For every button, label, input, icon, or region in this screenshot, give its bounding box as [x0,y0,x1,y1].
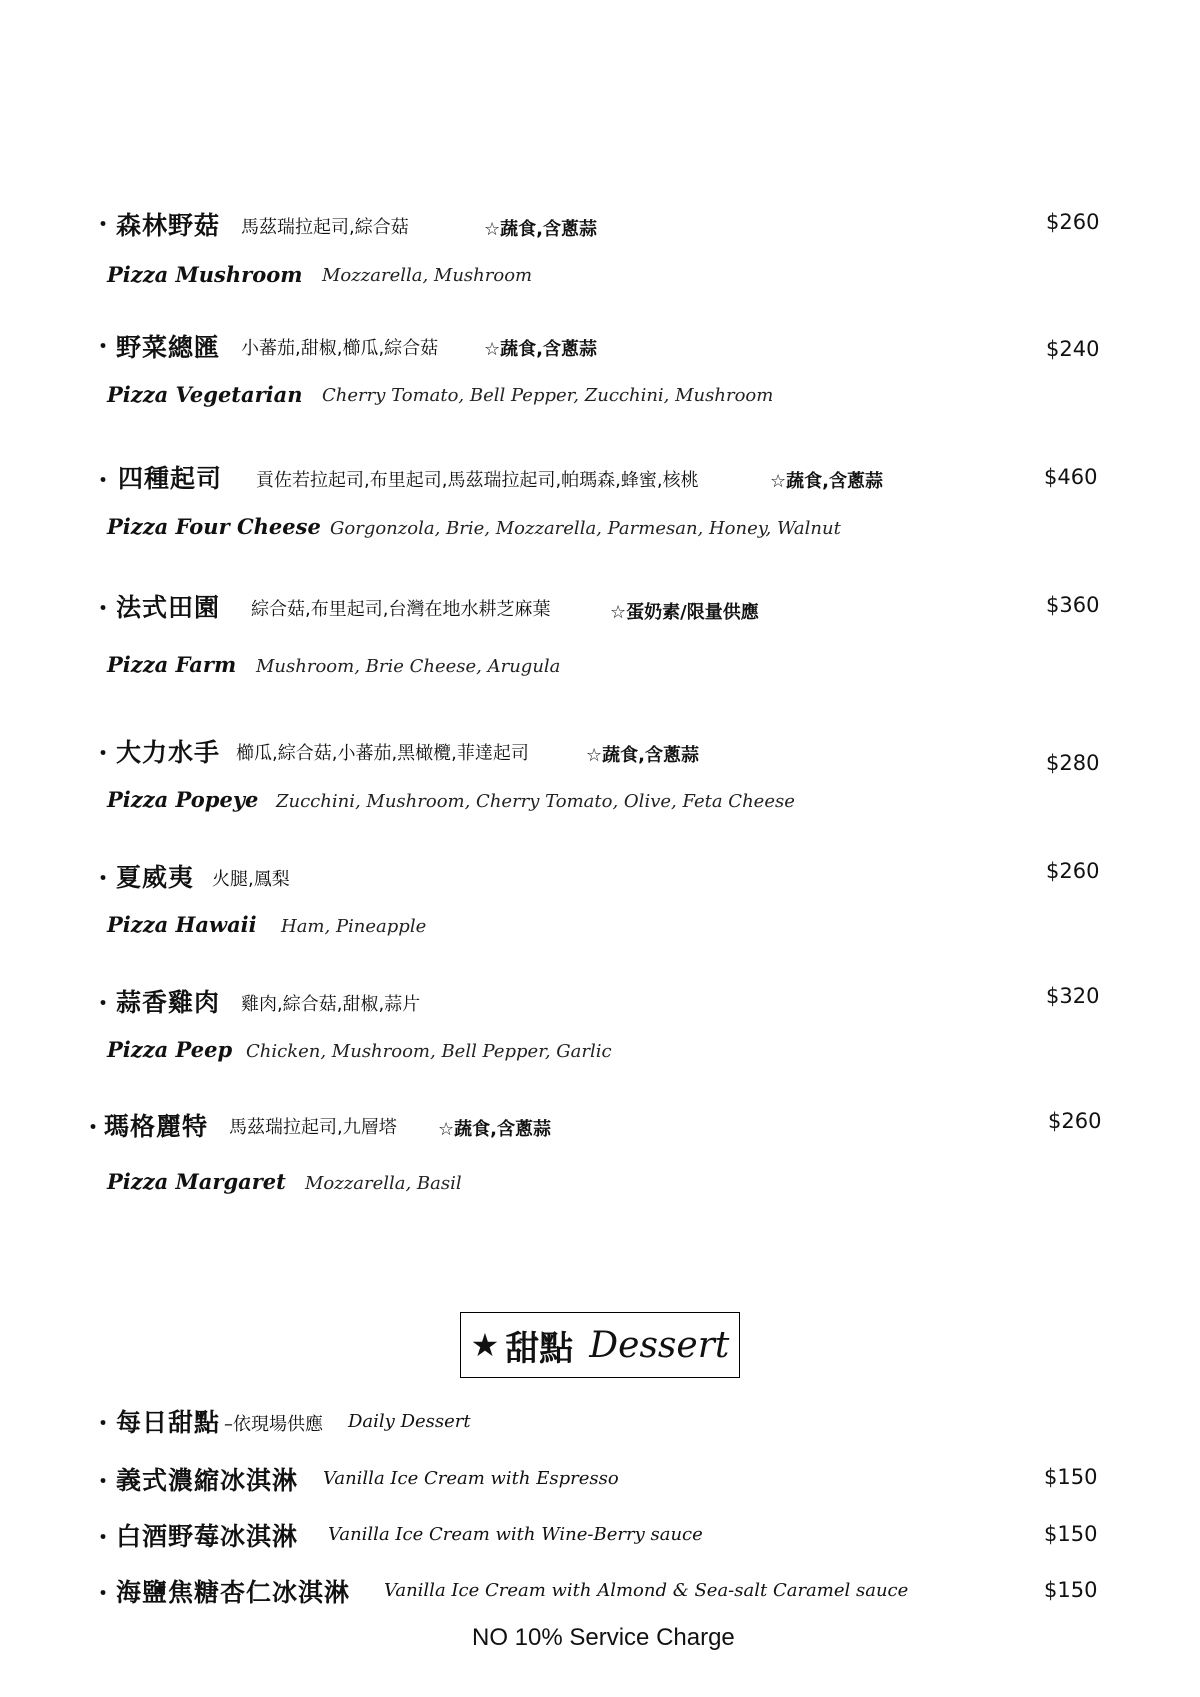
bullet: ・ [92,742,115,767]
item-ingredients-en: Zucchini, Mushroom, Cherry Tomato, Olive, Feta Cheese [276,791,795,812]
item-name-zh: 夏威夷 [116,863,195,892]
item-ingredients-en: Mozzarella, Mushroom [322,265,533,286]
dessert-name-en: Vanilla Ice Cream with Almond & Sea-salt Caramel sauce [384,1580,909,1601]
item-ingredients-zh: 馬茲瑞拉起司,九層塔 [229,1117,397,1138]
item-name-en: Pizza Popeye [107,787,259,812]
item-name-en: Pizza Four Cheese [107,514,321,539]
bullet: ・ [92,1526,115,1551]
item-name-en: Pizza Peep [107,1037,233,1062]
item-tag: ☆蔬食,含蔥蒜 [770,471,883,492]
dessert-price: $150 [1044,1578,1098,1602]
bullet: ・ [92,1582,115,1607]
item-ingredients-en: Mushroom, Brie Cheese, Arugula [256,656,561,677]
dessert-name-en: Daily Dessert [348,1411,471,1432]
item-price: $260 [1046,859,1100,883]
item-name-en: Pizza Vegetarian [107,382,303,407]
item-ingredients-zh: 小蕃茄,甜椒,櫛瓜,綜合菇 [241,338,439,359]
item-tag: ☆蔬食,含蔥蒜 [438,1119,551,1140]
item-name-zh: 四種起司 [118,464,223,493]
item-tag: ☆蔬食,含蔥蒜 [484,339,597,360]
dessert-name-en: Vanilla Ice Cream with Wine-Berry sauce [328,1524,703,1545]
bullet: ・ [82,1116,105,1141]
dessert-title-zh: 甜點 [505,1328,574,1369]
bullet: ・ [92,1412,115,1437]
item-ingredients-zh: 雞肉,綜合菇,甜椒,蒜片 [241,994,421,1015]
item-ingredients-zh: 火腿,鳳梨 [212,869,290,890]
item-name-zh: 瑪格麗特 [104,1112,209,1141]
star-icon: ★ [470,1326,500,1364]
bullet: ・ [92,992,115,1017]
item-ingredients-en: Cherry Tomato, Bell Pepper, Zucchini, Mushroom [322,385,774,406]
bullet: ・ [92,335,115,360]
service-charge-note: NO 10% Service Charge [472,1624,735,1651]
dessert-name-zh: 每日甜點 [116,1408,221,1437]
item-name-zh: 法式田園 [116,593,221,622]
item-ingredients-zh: 馬茲瑞拉起司,綜合菇 [241,217,409,238]
item-price: $260 [1046,210,1100,234]
item-name-en: Pizza Margaret [107,1169,286,1194]
item-price: $320 [1046,984,1100,1008]
bullet: ・ [92,469,115,494]
item-name-zh: 野菜總匯 [116,333,221,362]
item-tag: ☆蛋奶素/限量供應 [610,602,759,623]
item-price: $360 [1046,593,1100,617]
bullet: ・ [92,1470,115,1495]
dessert-name-zh: 義式濃縮冰淇淋 [116,1466,299,1495]
dessert-name-en: Vanilla Ice Cream with Espresso [323,1468,619,1489]
item-price: $460 [1044,465,1098,489]
item-price: $260 [1048,1109,1102,1133]
item-name-zh: 蒜香雞肉 [116,988,221,1017]
item-name-zh: 森林野菇 [116,211,221,240]
item-tag: ☆蔬食,含蔥蒜 [484,219,597,240]
bullet: ・ [92,597,115,622]
item-ingredients-en: Mozzarella, Basil [305,1173,462,1194]
item-ingredients-en: Ham, Pineapple [281,916,427,937]
dessert-note-zh: –依現場供應 [224,1414,323,1435]
item-ingredients-en: Gorgonzola, Brie, Mozzarella, Parmesan, Honey, Walnut [330,518,841,539]
item-ingredients-zh: 櫛瓜,綜合菇,小蕃茄,黑橄欖,菲達起司 [236,743,529,764]
item-tag: ☆蔬食,含蔥蒜 [586,745,699,766]
dessert-price: $150 [1044,1465,1098,1489]
item-price: $280 [1046,751,1100,775]
item-name-en: Pizza Farm [107,652,237,677]
item-ingredients-en: Chicken, Mushroom, Bell Pepper, Garlic [246,1041,612,1062]
item-price: $240 [1046,337,1100,361]
dessert-name-zh: 白酒野莓冰淇淋 [116,1522,299,1551]
dessert-name-zh: 海鹽焦糖杏仁冰淇淋 [116,1578,351,1607]
item-ingredients-zh: 貢佐若拉起司,布里起司,馬茲瑞拉起司,帕瑪森,蜂蜜,核桃 [256,470,699,491]
item-name-en: Pizza Hawaii [107,912,257,937]
dessert-title-en: Dessert [589,1324,730,1366]
item-name-zh: 大力水手 [116,738,221,767]
dessert-section-title [460,1312,740,1378]
item-name-en: Pizza Mushroom [107,262,303,287]
bullet: ・ [92,213,115,238]
dessert-price: $150 [1044,1522,1098,1546]
bullet: ・ [92,867,115,892]
item-ingredients-zh: 綜合菇,布里起司,台灣在地水耕芝麻葉 [251,599,551,620]
